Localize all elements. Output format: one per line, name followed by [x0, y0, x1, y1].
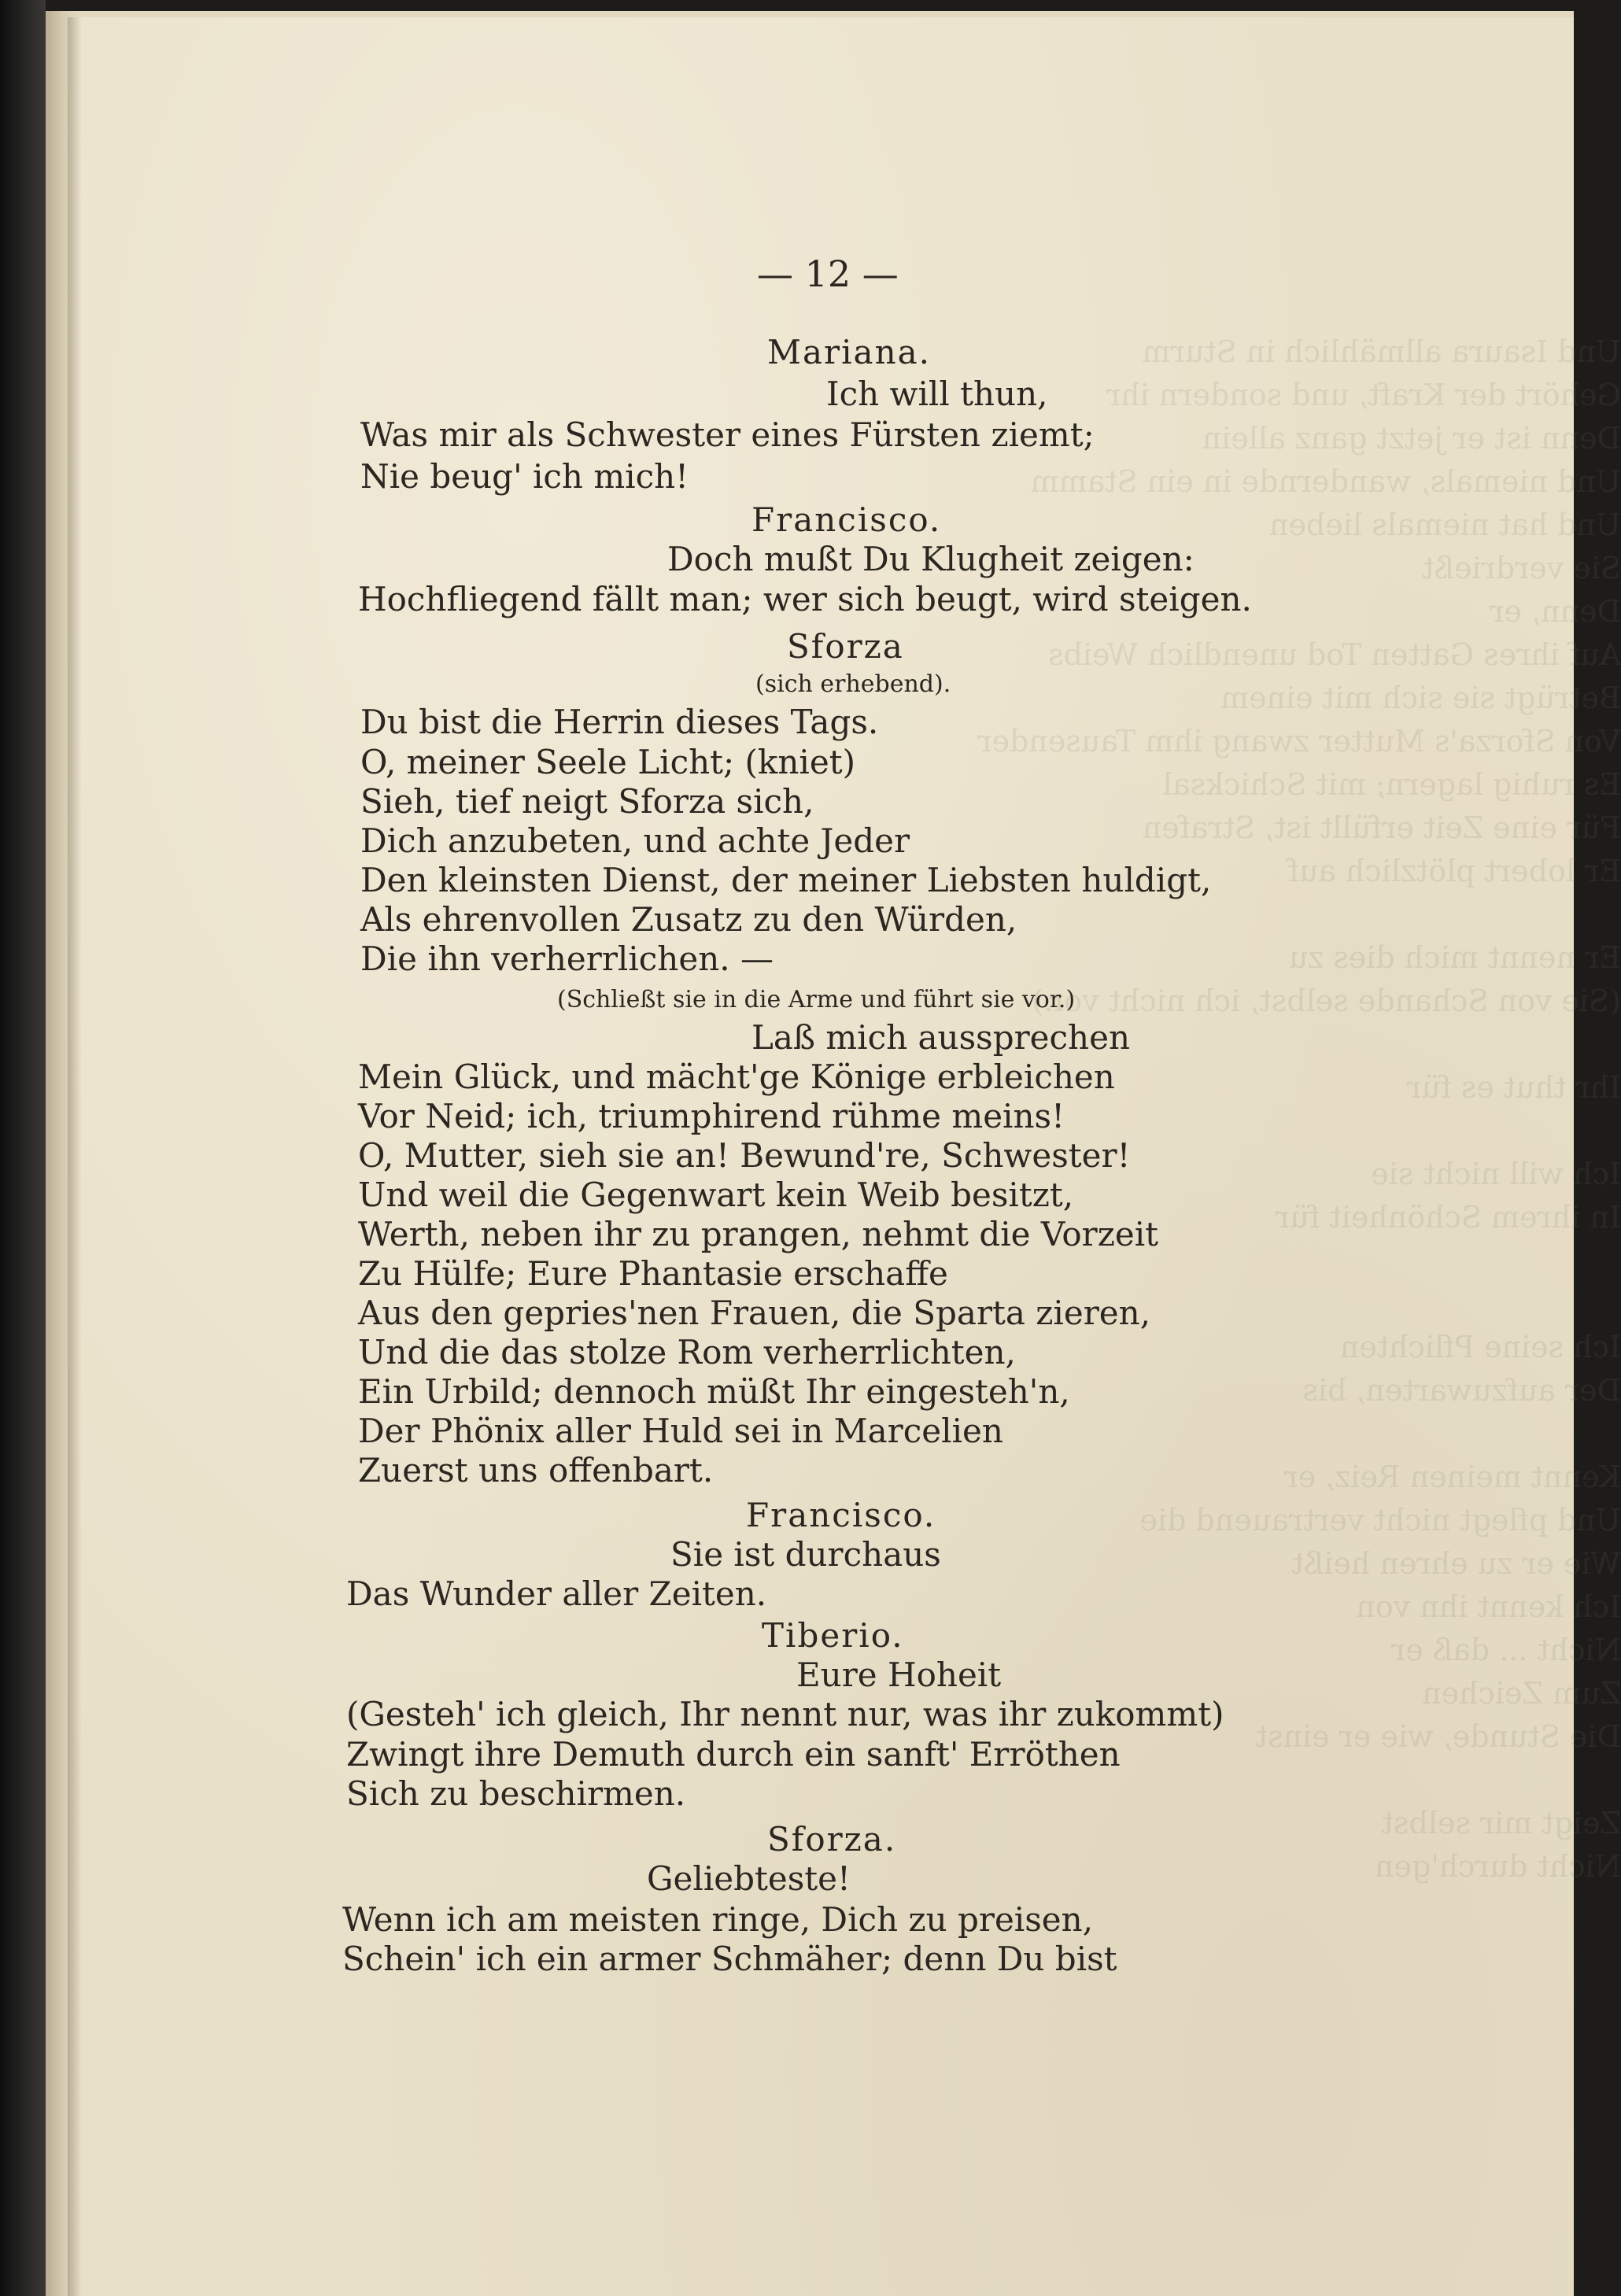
verse-line: (Gesteh' ich gleich, Ihr nennt nur, was ihr zukommt): [346, 1695, 1224, 1733]
verse-line: Geliebteste!: [647, 1859, 851, 1898]
verse-line: Werth, neben ihr zu prangen, nehmt die Vorzeit: [358, 1215, 1159, 1253]
verse-line: Dich anzubeten, und achte Jeder: [360, 821, 910, 860]
speaker-name: Francisco.: [746, 1496, 936, 1534]
verse-line: Sich zu beschirmen.: [346, 1774, 686, 1813]
verse-line: Ein Urbild; dennoch müßt Ihr eingesteh'n,: [358, 1372, 1070, 1411]
verse-line: Und die das stolze Rom verherrlichten,: [358, 1333, 1016, 1371]
speaker-name: Mariana.: [767, 333, 932, 371]
show-through-text: Und Isaura allmählich in Sturm Gehört der Kraft, und sondern ihr Denn ist er jetzt ganz allein Und niemals, wandernde in ein Stamm Und hat niemals lieben Sie verdrießt Denn, er Auf ihres Gatten Tod unendlich Weibs Betrügt sie sich mit einem Von Sforza's Mutter zwang ihm Tausender Es ruhig lagern; mit Schicksal Für eine Zeit erfüllt ist, Strafen Er lobert plötzlich auf Er nennt mich dies zu (Sie von Schande selbst, ich nicht vor.) Ihr thut es für Ich will nicht sie In ihrem Schönheit für Ich seine Pflichten Der aufzuwarten, bis Kennt meinen Reiz, er Und pflegt nicht vertrauend die Wie er zu ehren heißt Ich kennt ihn von Nicht ... daß er Zum Zeichen Die Stunde, wie er einst Zeigt mir selbst Nicht durch'gen: [977, 334, 1621, 1884]
verse-line: Ich will thun,: [826, 375, 1048, 413]
page-number: — 12 —: [757, 253, 899, 295]
verse-line: Du bist die Herrin dieses Tags.: [360, 703, 879, 741]
verse-line: Als ehrenvollen Zusatz zu den Würden,: [360, 900, 1017, 939]
verse-line: Zuerst uns offenbart.: [358, 1451, 714, 1489]
verse-line: Zwingt ihre Demuth durch ein sanft' Erröthen: [346, 1735, 1121, 1774]
verse-line: Sie ist durchaus: [670, 1535, 941, 1574]
verse-line: Aus den gepries'nen Frauen, die Sparta zieren,: [358, 1294, 1151, 1332]
verse-line: Eure Hoheit: [796, 1656, 1002, 1694]
verse-line: O, meiner Seele Licht; (kniet): [360, 743, 855, 781]
verse-line: Schein' ich ein armer Schmäher; denn Du bist: [342, 1940, 1117, 1978]
verse-line: Und weil die Gegenwart kein Weib besitzt,: [358, 1176, 1074, 1214]
verse-line: Vor Neid; ich, triumphirend rühme meins!: [358, 1097, 1065, 1135]
verse-line: Sieh, tief neigt Sforza sich,: [360, 782, 814, 821]
stage-direction: (sich erhebend).: [755, 670, 951, 698]
verse-line: Nie beug' ich mich!: [360, 457, 689, 496]
verse-line: Hochfliegend fällt man; wer sich beugt, wird steigen.: [358, 580, 1252, 618]
speaker-name: Tiberio.: [762, 1616, 904, 1655]
verse-line: O, Mutter, sieh sie an! Bewund're, Schwester!: [358, 1136, 1131, 1175]
speaker-name: Francisco.: [751, 500, 942, 539]
verse-line: Was mir als Schwester eines Fürsten ziemt;: [360, 415, 1095, 454]
verse-line: Laß mich aussprechen: [751, 1018, 1131, 1057]
verse-line: Wenn ich am meisten ringe, Dich zu preisen,: [342, 1900, 1094, 1939]
verse-line: Zu Hülfe; Eure Phantasie erschaffe: [358, 1254, 948, 1293]
stage-direction: (Schließt sie in die Arme und führt sie vor.): [557, 986, 1076, 1013]
verse-line: Den kleinsten Dienst, der meiner Liebsten huldigt,: [360, 861, 1212, 899]
verse-line: Mein Glück, und mächt'ge Könige erbleichen: [358, 1058, 1115, 1096]
verse-line: Doch mußt Du Klugheit zeigen:: [667, 540, 1195, 578]
speaker-name: Sforza.: [767, 1820, 897, 1859]
verse-line: Der Phönix aller Huld sei in Marcelien: [358, 1412, 1003, 1450]
verse-line: Die ihn verherrlichen. —: [360, 939, 774, 978]
speaker-name: Sforza: [787, 627, 904, 666]
verse-line: Das Wunder aller Zeiten.: [346, 1574, 767, 1613]
